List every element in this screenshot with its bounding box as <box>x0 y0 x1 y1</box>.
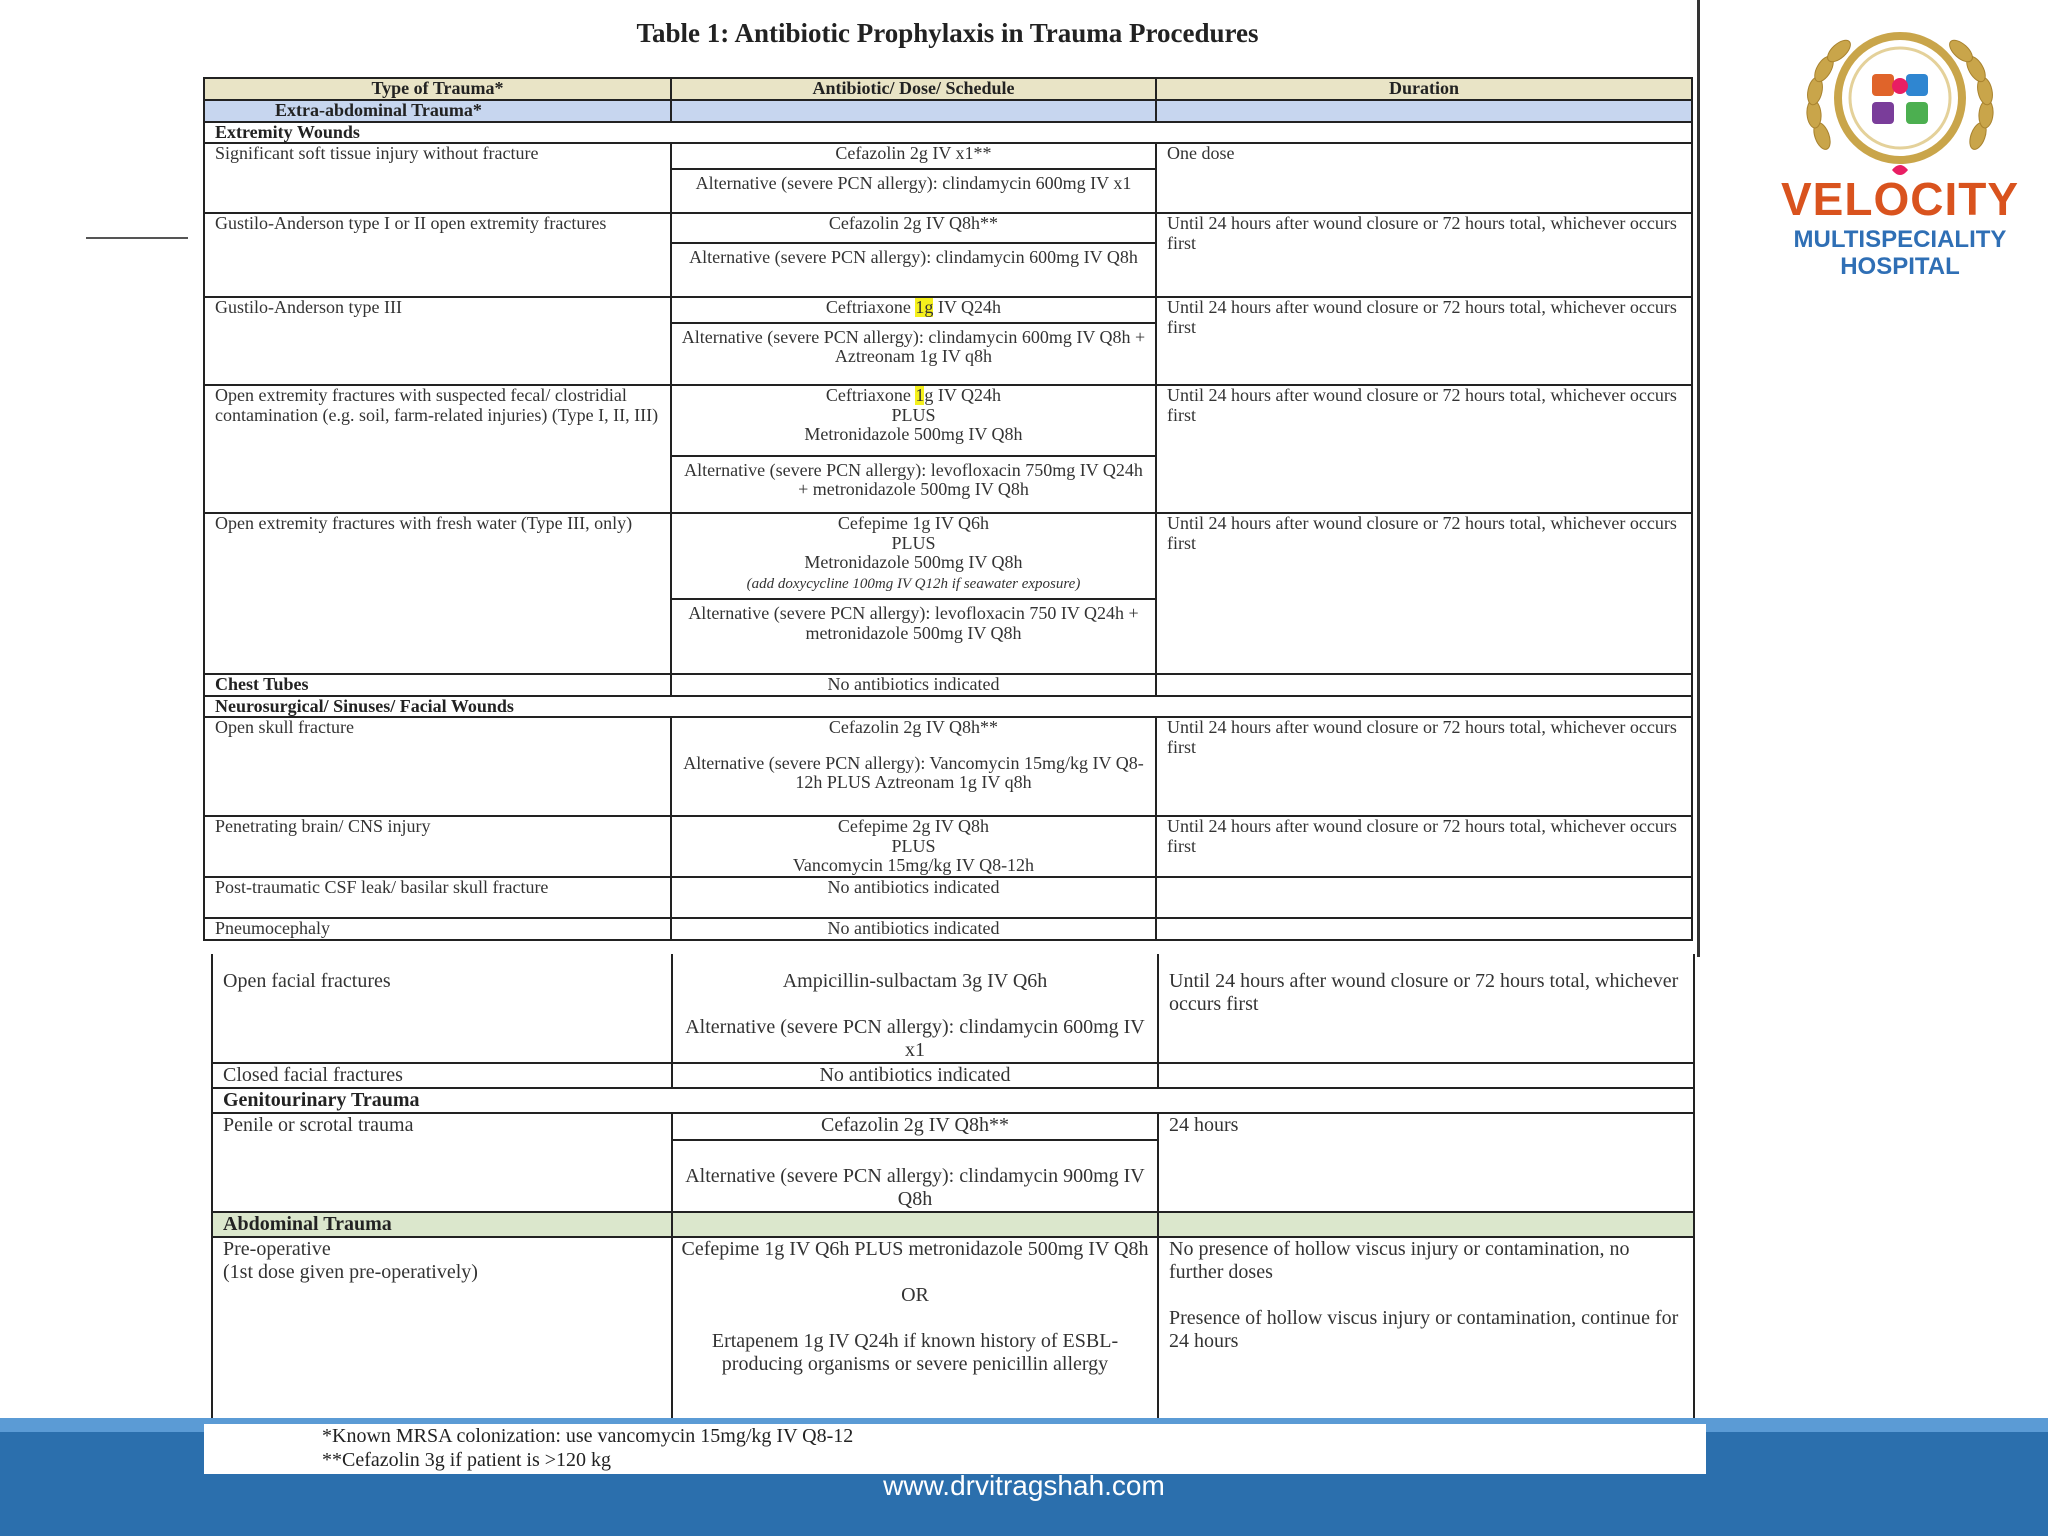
section-label: Neurosurgical/ Sinuses/ Facial Wounds <box>204 696 1692 718</box>
alternative: Alternative (severe PCN allergy): Vancomycin 15mg/kg IV Q8-12h PLUS Aztreonam 1g IV q8h <box>683 752 1144 792</box>
footnote: **Cefazolin 3g if patient is >120 kg <box>322 1449 612 1471</box>
antibiotic-cell: Ceftriaxone 1g IV Q24h Alternative (severe PCN allergy): clindamycin 600mg IV Q8h + Aztreonam 1g IV q8h <box>671 297 1156 385</box>
antibiotic-cell: Cefepime 1g IV Q6h PLUS Metronidazole 500mg IV Q8h (add doxycycline 100mg IV Q12h if seawater exposure) Alternative (severe PCN allergy): levofloxacin 750 IV Q24h + metronidazole 500mg IV Q8h <box>671 513 1156 674</box>
trauma-type: Open facial fractures <box>212 954 672 1063</box>
section-label: Abdominal Trauma <box>212 1212 672 1237</box>
trauma-type: Pre-operative (1st dose given pre-operatively) <box>212 1237 672 1423</box>
trauma-type: Open skull fracture <box>204 717 671 816</box>
table-row <box>204 877 1692 918</box>
duration: Until 24 hours after wound closure or 72 hours total, whichever occurs first <box>1158 954 1694 1063</box>
table-header-row <box>204 78 1692 100</box>
highlighted-dose: 1 <box>915 385 925 405</box>
alternative: Alternative (severe PCN allergy): levofloxacin 750 IV Q24h + metronidazole 500mg IV Q8h <box>672 598 1155 643</box>
antibiotic-cell: Cefazolin 2g IV Q8h** Alternative (severe PCN allergy): Vancomycin 15mg/kg IV Q8-12h PLUS Aztreonam 1g IV q8h <box>671 717 1156 816</box>
section-row-genitourinary <box>212 1088 1694 1113</box>
antibiotic-cell: Cefepime 1g IV Q6h PLUS metronidazole 500mg IV Q8h OR Ertapenem 1g IV Q24h if known history of ESBL-producing organisms or severe penicillin allergy <box>672 1237 1158 1423</box>
trauma-type: Closed facial fractures <box>212 1063 672 1088</box>
antibiotic-cell: No antibiotics indicated <box>672 1063 1158 1088</box>
table-row <box>212 1063 1694 1088</box>
section-label: Extra-abdominal Trauma* <box>204 100 671 122</box>
alternative: Alternative (severe PCN allergy): levofloxacin 750mg IV Q24h + metronidazole 500mg IV Q8h <box>672 455 1155 500</box>
website-url[interactable]: www.drvitragshah.com <box>883 1470 1165 1501</box>
header-antibiotic: Antibiotic/ Dose/ Schedule <box>671 78 1156 100</box>
prophylaxis-table-part1 <box>203 77 1693 941</box>
table-row <box>212 1237 1694 1423</box>
alternative: Alternative (severe PCN allergy): clindamycin 600mg IV Q8h <box>672 242 1155 268</box>
trauma-type: Pneumocephaly <box>204 918 671 940</box>
alternative: Alternative (severe PCN allergy): clindamycin 600mg IV Q8h + Aztreonam 1g IV q8h <box>672 322 1155 367</box>
logo-subtitle: MULTISPECIALITY HOSPITAL <box>1793 226 2007 280</box>
section-label: Genitourinary Trauma <box>212 1088 1694 1113</box>
trauma-type: Post-traumatic CSF leak/ basilar skull fracture <box>204 877 671 918</box>
table-row <box>204 513 1692 674</box>
section-row-extra-abdominal <box>204 100 1692 122</box>
alternative: Alternative (severe PCN allergy): clindamycin 600mg IV x1 <box>672 168 1155 194</box>
left-decor-line <box>86 237 188 239</box>
duration: Until 24 hours after wound closure or 72 hours total, whichever occurs first <box>1156 513 1692 674</box>
antibiotic-cell: No antibiotics indicated <box>671 877 1156 918</box>
trauma-type: Gustilo-Anderson type III <box>204 297 671 385</box>
trauma-type: Gustilo-Anderson type I or II open extremity fractures <box>204 213 671 297</box>
antibiotic-cell: Ampicillin-sulbactam 3g IV Q6h Alternative (severe PCN allergy): clindamycin 600mg IV x1 <box>672 954 1158 1063</box>
table-row <box>204 918 1692 940</box>
duration: Until 24 hours after wound closure or 72 hours total, whichever occurs first <box>1156 213 1692 297</box>
trauma-type: Open extremity fractures with suspected fecal/ clostridial contamination (e.g. soil, farm-related injuries) (Type I, II, III) <box>204 385 671 513</box>
highlighted-dose: 1g <box>915 297 934 317</box>
section-row-extremity <box>204 122 1692 144</box>
duration: 24 hours <box>1158 1113 1694 1212</box>
antibiotic-cell: No antibiotics indicated <box>671 918 1156 940</box>
section-row-abdominal <box>212 1212 1694 1237</box>
header-type: Type of Trauma* <box>204 78 671 100</box>
slide-divider-line <box>1697 0 1700 957</box>
trauma-type: Penile or scrotal trauma <box>212 1113 672 1212</box>
table-row <box>212 1113 1694 1212</box>
trauma-type: Significant soft tissue injury without fracture <box>204 143 671 213</box>
table-row-chest-tubes <box>204 674 1692 696</box>
logo-name: VELOCITY <box>1780 173 2020 225</box>
duration: Until 24 hours after wound closure or 72 hours total, whichever occurs first <box>1156 385 1692 513</box>
table-row <box>204 385 1692 513</box>
table-row <box>204 143 1692 213</box>
table-row <box>212 954 1694 1063</box>
table-title: Table 1: Antibiotic Prophylaxis in Trauma Procedures <box>636 18 1259 48</box>
table-row <box>204 297 1692 385</box>
alternative: Alternative (severe PCN allergy): clindamycin 600mg IV x1 <box>685 1016 1145 1061</box>
table-row <box>204 816 1692 877</box>
duration: Until 24 hours after wound closure or 72 hours total, whichever occurs first <box>1156 717 1692 816</box>
section-label: Chest Tubes <box>204 674 671 696</box>
antibiotic-cell: Ceftriaxone 1g IV Q24h PLUS Metronidazole 500mg IV Q8h Alternative (severe PCN allergy): levofloxacin 750mg IV Q24h + metronidazole 500mg IV Q8h <box>671 385 1156 513</box>
trauma-type: Penetrating brain/ CNS injury <box>204 816 671 877</box>
duration: No presence of hollow viscus injury or contamination, no further doses Presence of hollow viscus injury or contamination, continue for 24 hours <box>1158 1237 1694 1423</box>
alternative: Alternative (severe PCN allergy): clindamycin 900mg IV Q8h <box>673 1139 1157 1211</box>
footnotes <box>204 1424 1706 1474</box>
section-label: Extremity Wounds <box>204 122 1692 144</box>
antibiotic-cell: Cefazolin 2g IV Q8h** Alternative (severe PCN allergy): clindamycin 600mg IV Q8h <box>671 213 1156 297</box>
table-row <box>204 717 1692 816</box>
duration: Until 24 hours after wound closure or 72 hours total, whichever occurs first <box>1156 816 1692 877</box>
prophylaxis-table-part2 <box>211 954 1695 1424</box>
antibiotic-cell: No antibiotics indicated <box>671 674 1156 696</box>
antibiotic-cell: Cefazolin 2g IV x1** Alternative (severe PCN allergy): clindamycin 600mg IV x1 <box>671 143 1156 213</box>
antibiotic-cell: Cefepime 2g IV Q8h PLUS Vancomycin 15mg/kg IV Q8-12h <box>671 816 1156 877</box>
footnote: *Known MRSA colonization: use vancomycin 15mg/kg IV Q8-12 <box>322 1425 854 1447</box>
section-row-neuro <box>204 696 1692 718</box>
duration: Until 24 hours after wound closure or 72 hours total, whichever occurs first <box>1156 297 1692 385</box>
trauma-type: Open extremity fractures with fresh water (Type III, only) <box>204 513 671 674</box>
header-duration: Duration <box>1156 78 1692 100</box>
duration: One dose <box>1156 143 1692 213</box>
seawater-note: (add doxycycline 100mg IV Q12h if seawater exposure) <box>746 575 1081 592</box>
antibiotic-cell: Cefazolin 2g IV Q8h** Alternative (severe PCN allergy): clindamycin 900mg IV Q8h <box>672 1113 1158 1212</box>
table-row <box>204 213 1692 297</box>
